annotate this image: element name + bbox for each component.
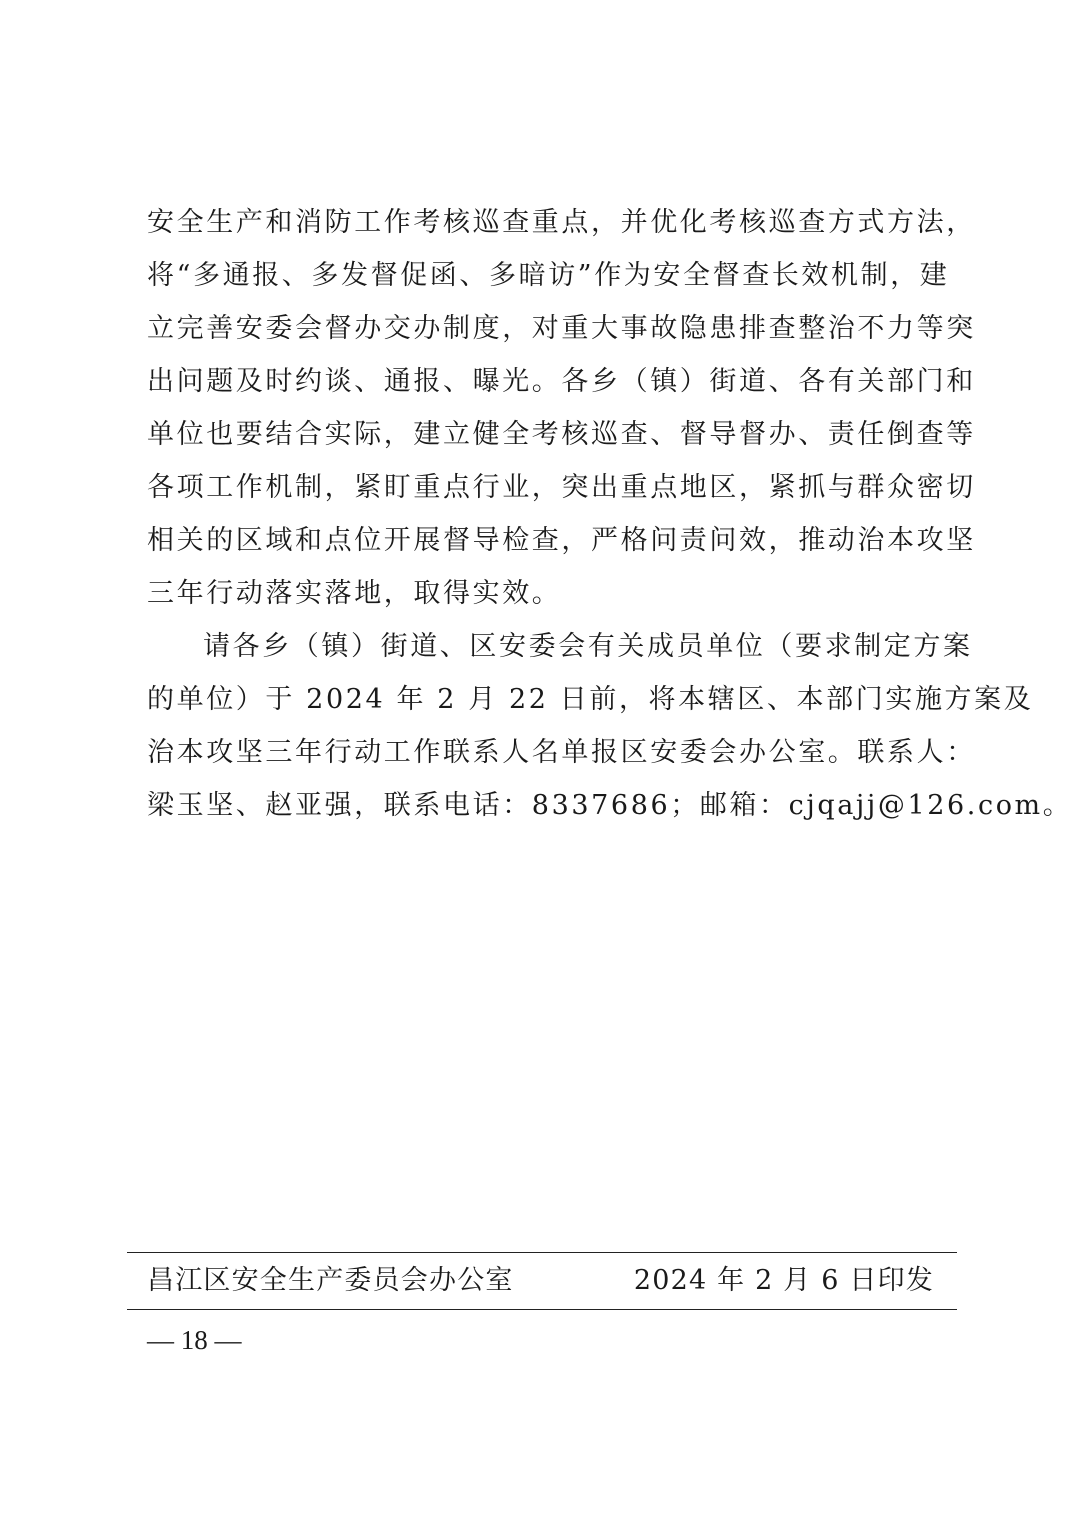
- footer-top-rule: [127, 1252, 957, 1253]
- paragraph-2-line-2: 的单位）于 2024 年 2 月 22 日前，将本辖区、本部门实施方案及: [147, 684, 1034, 715]
- paragraph-1-line-3: 立完善安委会督办交办制度，对重大事故隐患排查整治不力等突: [147, 313, 976, 344]
- page-number: — 18 —: [147, 1325, 242, 1355]
- paragraph-1-line-4: 出问题及时约谈、通报、曝光。各乡（镇）街道、各有关部门和: [147, 366, 976, 397]
- paragraph-2-line-4: 梁玉坚、赵亚强，联系电话：8337686；邮箱：cjqajj@126.com。: [147, 790, 1073, 821]
- paragraph-1-line-1: 安全生产和消防工作考核巡查重点，并优化考核巡查方式方法，: [147, 207, 976, 238]
- paragraph-2-line-1: 请各乡（镇）街道、区安委会有关成员单位（要求制定方案: [203, 631, 973, 662]
- body-text: [147, 196, 1073, 832]
- paragraph-1-line-7: 相关的区域和点位开展督导检查，严格问责问效，推动治本攻坚: [147, 525, 976, 556]
- paragraph-2-line-3: 治本攻坚三年行动工作联系人名单报区安委会办公室。联系人：: [147, 737, 976, 768]
- footer-bottom-rule: [127, 1309, 957, 1310]
- paragraph-1-line-8: 三年行动落实落地，取得实效。: [147, 578, 562, 609]
- footer-issuer: 昌江区安全生产委员会办公室: [147, 1265, 514, 1296]
- footer-issue-date: 2024 年 2 月 6 日印发: [633, 1265, 934, 1296]
- paragraph-1-line-2: 将“多通报、多发督促函、多暗访”作为安全督查长效机制，建: [147, 260, 950, 291]
- paragraph-1-line-5: 单位也要结合实际，建立健全考核巡查、督导督办、责任倒查等: [147, 419, 976, 450]
- paragraph-1-line-6: 各项工作机制，紧盯重点行业，突出重点地区，紧抓与群众密切: [147, 472, 976, 503]
